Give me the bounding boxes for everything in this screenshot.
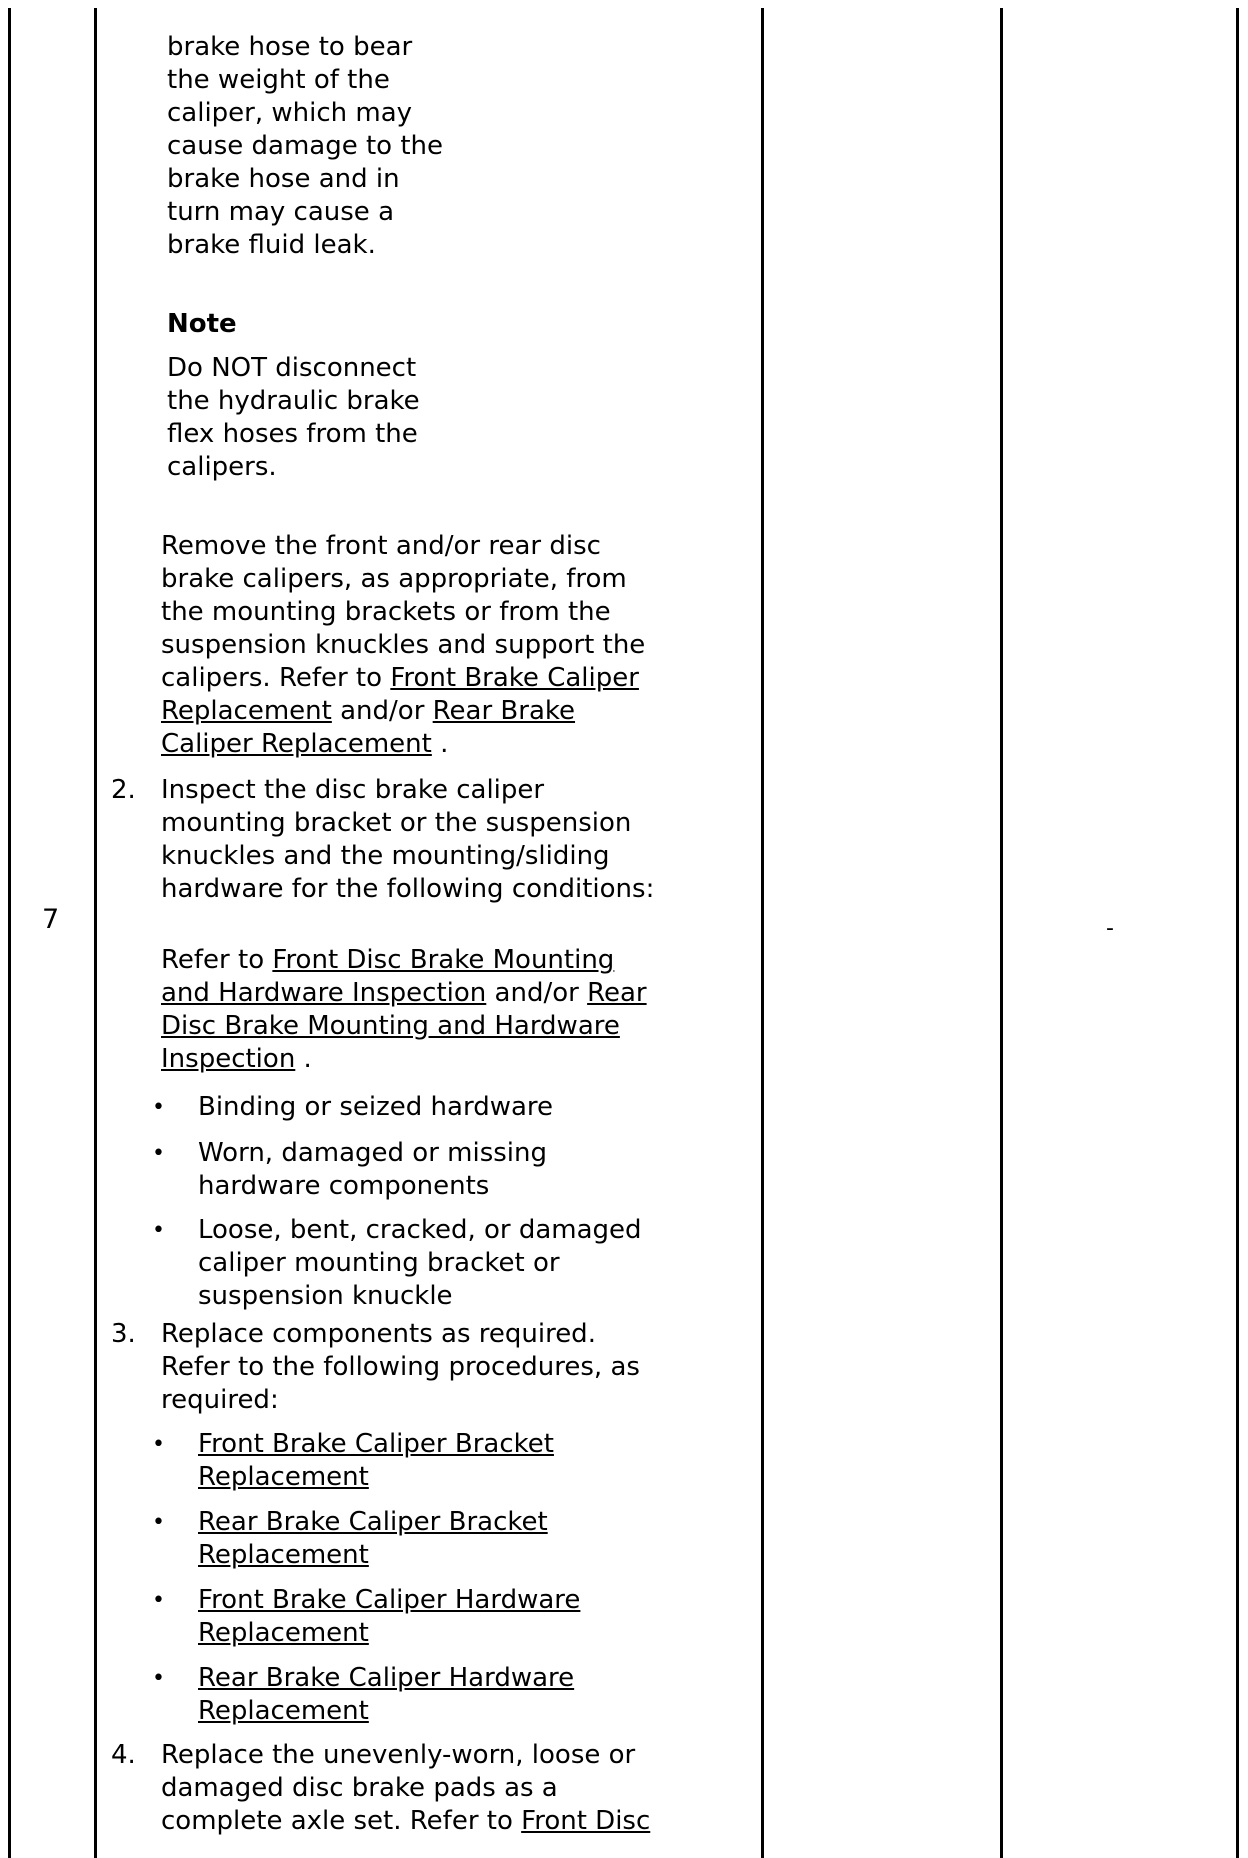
note-line: the hydraulic brake: [167, 386, 420, 416]
step4-number: 4.: [111, 1740, 136, 1770]
rear-disc-brake-mounting-inspection-link[interactable]: Rear: [587, 978, 647, 1008]
link-line[interactable]: Replacement: [198, 1540, 369, 1570]
step-number: 7: [42, 904, 60, 935]
list-item-line: Loose, bent, cracked, or damaged: [198, 1215, 642, 1245]
result-value: -: [1106, 916, 1114, 941]
bullet-icon: •: [152, 1510, 165, 1535]
list-item: [198, 1214, 642, 1313]
note-text: [167, 352, 420, 484]
step2-ref-text: .: [295, 1044, 312, 1074]
caution-line: cause damage to the: [167, 131, 444, 161]
list-item-line: Worn, damaged or missing: [198, 1138, 548, 1168]
step1-line: [161, 728, 645, 761]
link-line[interactable]: Replacement: [198, 1618, 369, 1648]
table-divider-step: [94, 8, 97, 1858]
link-line[interactable]: Replacement: [198, 1696, 369, 1726]
table-border-right: [1236, 8, 1239, 1858]
table-divider-action: [761, 8, 764, 1858]
step1-line: suspension knuckles and support the: [161, 630, 646, 660]
bullet-icon: •: [152, 1141, 165, 1166]
step1-line: the mounting brackets or from the: [161, 597, 611, 627]
rear-brake-caliper-hardware-replacement-link[interactable]: [198, 1662, 574, 1728]
step1-text: calipers. Refer to: [161, 663, 391, 693]
caution-line: turn may cause a: [167, 197, 395, 227]
caution-line: brake fluid leak.: [167, 230, 376, 260]
step1-line: Remove the front and/or rear disc: [161, 531, 601, 561]
front-brake-caliper-replacement-link[interactable]: Replacement: [161, 696, 332, 726]
step1-line: brake calipers, as appropriate, from: [161, 564, 627, 594]
caution-line: caliper, which may: [167, 98, 413, 128]
bullet-icon: •: [152, 1218, 165, 1243]
caution-line: brake hose to bear: [167, 32, 413, 62]
caution-text: [167, 31, 443, 262]
step4-text: complete axle set. Refer to: [161, 1806, 522, 1836]
bullet-icon: •: [152, 1666, 165, 1691]
rear-brake-caliper-bracket-replacement-link[interactable]: [198, 1506, 548, 1572]
step1-text: .: [431, 729, 449, 759]
list-item-line: caliper mounting bracket or: [198, 1248, 560, 1278]
step2-ref-line: [161, 1043, 647, 1076]
front-brake-caliper-bracket-replacement-link[interactable]: [198, 1428, 554, 1494]
step3-paragraph: [161, 1318, 640, 1417]
note-line: Do NOT disconnect: [167, 353, 417, 383]
step1-paragraph: [161, 530, 645, 761]
rear-brake-caliper-replacement-link[interactable]: Caliper Replacement: [161, 729, 432, 759]
link-line[interactable]: Front Brake Caliper Hardware: [198, 1585, 581, 1615]
step2-ref-text: Refer to: [161, 945, 273, 975]
list-item: Binding or seized hardware: [198, 1092, 554, 1122]
step3-line: required:: [161, 1385, 279, 1415]
rear-disc-brake-mounting-inspection-link[interactable]: Inspection: [161, 1044, 296, 1074]
front-disc-link[interactable]: Front Disc: [521, 1806, 651, 1836]
step2-paragraph: [161, 774, 654, 906]
step2-line: knuckles and the mounting/sliding: [161, 841, 610, 871]
list-item-line: hardware components: [198, 1171, 490, 1201]
step2-number: 2.: [111, 775, 136, 805]
step2-ref-line: [161, 1010, 647, 1043]
caution-line: brake hose and in: [167, 164, 400, 194]
link-line[interactable]: Front Brake Caliper Bracket: [198, 1429, 554, 1459]
step1-text: and/or: [331, 696, 433, 726]
bullet-icon: •: [152, 1588, 165, 1613]
link-line[interactable]: Rear Brake Caliper Bracket: [198, 1507, 548, 1537]
step2-line: mounting bracket or the suspension: [161, 808, 632, 838]
step2-line: Inspect the disc brake caliper: [161, 775, 545, 805]
bullet-icon: •: [152, 1095, 165, 1120]
link-line[interactable]: Rear Brake Caliper Hardware: [198, 1663, 575, 1693]
front-disc-brake-mounting-inspection-link[interactable]: and Hardware Inspection: [161, 978, 487, 1008]
step2-ref-text: and/or: [486, 978, 588, 1008]
bullet-icon: •: [152, 1432, 165, 1457]
step4-line: [161, 1805, 650, 1838]
rear-disc-brake-mounting-inspection-link[interactable]: Disc Brake Mounting and Hardware: [161, 1011, 620, 1041]
front-brake-caliper-replacement-link[interactable]: Front Brake Caliper: [390, 663, 639, 693]
step4-paragraph: [161, 1739, 650, 1838]
front-disc-brake-mounting-inspection-link[interactable]: Front Disc Brake Mounting: [272, 945, 615, 975]
front-brake-caliper-hardware-replacement-link[interactable]: [198, 1584, 580, 1650]
note-heading: Note: [167, 309, 237, 339]
table-border-left: [8, 8, 11, 1858]
link-line[interactable]: Replacement: [198, 1462, 369, 1492]
list-item: [198, 1137, 547, 1203]
table-divider-value: [1000, 8, 1003, 1858]
step3-line: Refer to the following procedures, as: [161, 1352, 640, 1382]
step1-line: [161, 695, 645, 728]
list-item-line: suspension knuckle: [198, 1281, 453, 1311]
step1-line: [161, 662, 645, 695]
caution-line: the weight of the: [167, 65, 390, 95]
rear-brake-caliper-replacement-link[interactable]: Rear Brake: [432, 696, 576, 726]
step4-line: Replace the unevenly-worn, loose or: [161, 1740, 636, 1770]
step2-ref-line: [161, 944, 647, 977]
step2-ref-line: [161, 977, 647, 1010]
step4-line: damaged disc brake pads as a: [161, 1773, 558, 1803]
step3-number: 3.: [111, 1319, 136, 1349]
note-line: calipers.: [167, 452, 277, 482]
note-line: flex hoses from the: [167, 419, 418, 449]
step2-line: hardware for the following conditions:: [161, 874, 655, 904]
step3-line: Replace components as required.: [161, 1319, 596, 1349]
step2-reference: [161, 944, 647, 1076]
